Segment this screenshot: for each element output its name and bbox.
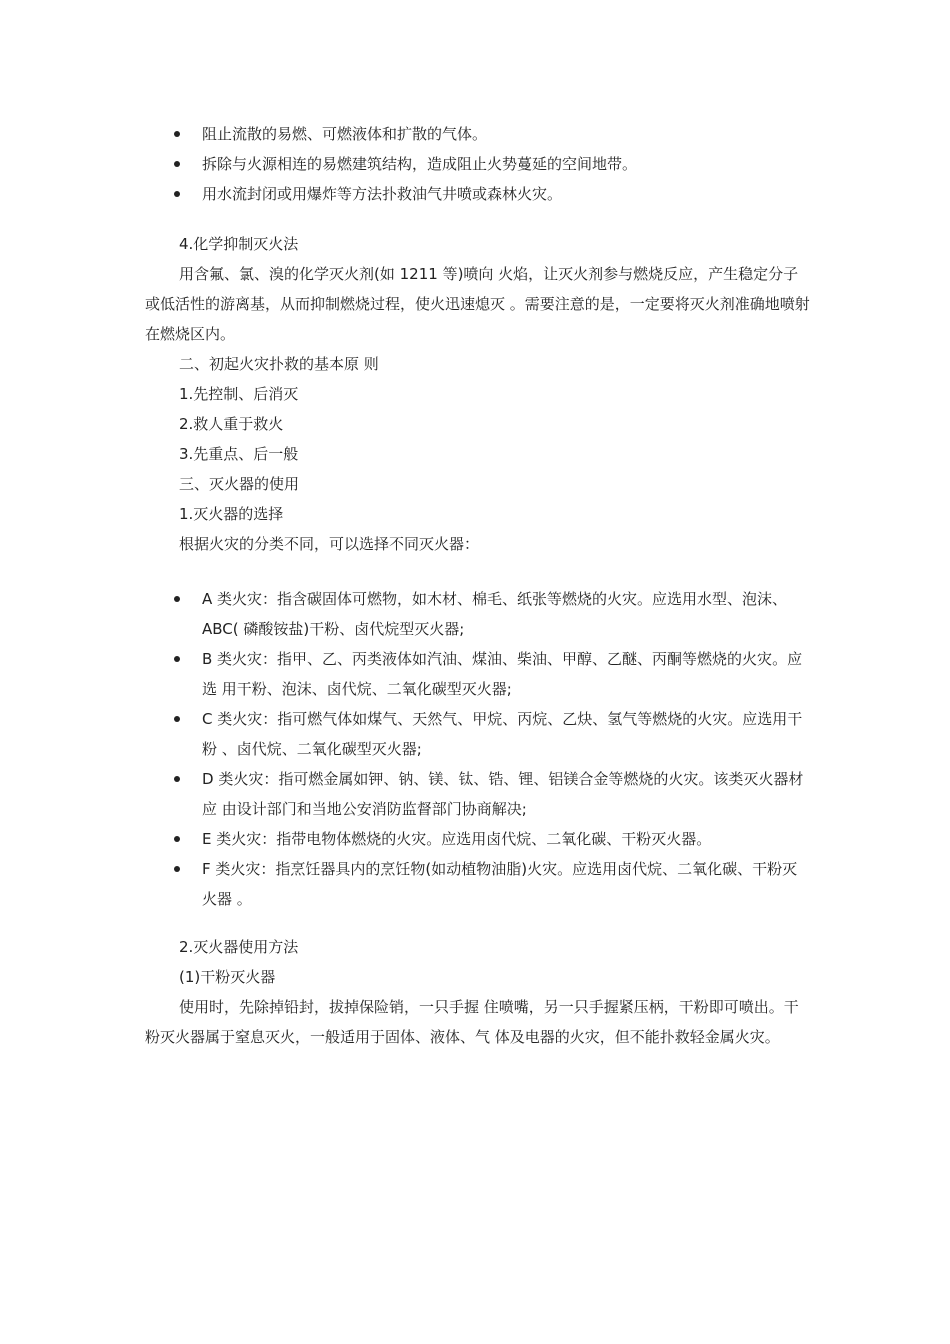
list-item-text: A 类火灾：指含碳固体可燃物，如木材、棉毛、纸张等燃烧的火灾。应选用水型、泡沫、ABC( 磷酸铵盐)干粉、卤代烷型灭火器; [202,590,788,638]
list-item-text: 阻止流散的易燃、可燃液体和扩散的气体。 [202,125,488,143]
principle-item: 3.先重点、后一般 [179,445,299,463]
list-item-text: F 类火灾：指烹饪器具内的烹饪物(如动植物油脂)火灾。应选用卤代烷、二氧化碳、干粉灭火器 。 [202,860,798,908]
bullet-icon [174,161,180,167]
list-item-text: 用水流封闭或用爆炸等方法扑救油气井喷或森林火灾。 [202,185,563,203]
bullet-icon [174,656,180,662]
bullet-icon [174,191,180,197]
list-item-text: B 类火灾：指甲、乙、丙类液体如汽油、煤油、柴油、甲醇、乙醚、丙酮等燃烧的火灾。应选 用干粉、泡沫、卤代烷、二氧化碳型灭火器; [202,650,803,698]
section4-heading: 4.化学抑制灭火法 [179,235,299,253]
bullet-icon [174,596,180,602]
extinguisher-selection-heading: 1.灭火器的选择 [179,505,284,523]
list-item-text: 拆除与火源相连的易燃建筑结构，造成阻止火势蔓延的空间地带。 [202,155,638,173]
fire-class-list [172,584,812,914]
list-item-text: E 类火灾：指带电物体燃烧的火灾。应选用卤代烷、二氧化碳、干粉灭火器。 [202,830,712,848]
list-item-text: D 类火灾：指可燃金属如钾、钠、镁、钛、锆、锂、铝镁合金等燃烧的火灾。该类灭火器材应 由设计部门和当地公安消防监督部门协商解决; [202,770,804,818]
dry-powder-heading: (1)干粉灭火器 [179,968,276,986]
part2-heading: 二、初起火灾扑救的基本原 则 [179,355,379,373]
bullet-icon [174,131,180,137]
list-item [172,824,812,854]
bullet-icon [174,776,180,782]
list-item-text: C 类火灾：指可燃气体如煤气、天然气、甲烷、丙烷、乙炔、氢气等燃烧的火灾。应选用干粉 、卤代烷、二氧化碳型灭火器; [202,710,803,758]
list-item [172,854,812,914]
selection-intro: 根据火灾的分类不同，可以选择不同灭火器： [179,535,480,553]
list-item [172,149,812,179]
bullet-icon [174,716,180,722]
top-bullet-list [172,119,812,209]
usage-method-heading: 2.灭火器使用方法 [179,938,299,956]
list-item [172,179,812,209]
bullet-icon [174,836,180,842]
principle-item: 2.救人重于救火 [179,415,284,433]
principle-item: 1.先控制、后消灭 [179,385,299,403]
list-item [172,584,812,644]
list-item [172,764,812,824]
list-item [172,704,812,764]
dry-powder-paragraph: 使用时，先除掉铅封，拔掉保险销，一只手握 住喷嘴，另一只手握紧压柄，干粉即可喷出。干粉灭火器属于窒息灭火，一般适用于固体、液体、气 体及电器的火灾，但不能扑救轻金属火灾。 [145,998,799,1046]
section4-paragraph: 用含氟、氯、溴的化学灭火剂(如 1211 等)喷向 火焰，让灭火剂参与燃烧反应，产生稳定分子或低活性的游离基，从而抑制燃烧过程，使火迅速熄灭 。需要注意的是，一定要将灭火剂准确地喷射在燃烧区内。 [145,265,810,343]
list-item [172,644,812,704]
part3-heading: 三、灭火器的使用 [179,475,300,493]
bullet-icon [174,866,180,872]
list-item [172,119,812,149]
